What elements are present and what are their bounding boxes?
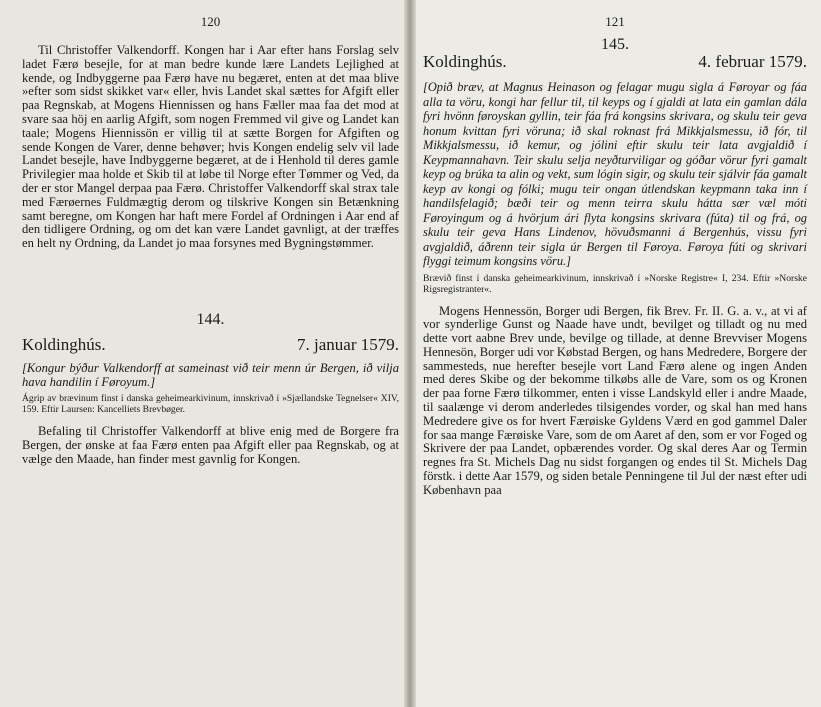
page-number-left: 120 — [200, 14, 221, 29]
doc-number-144: 144. — [196, 310, 225, 328]
page-number-right: 121 — [605, 14, 625, 29]
date-144: 7. januar 1579. — [297, 334, 399, 354]
right-page — [409, 0, 821, 707]
text-145: Mogens Hennessön, Borger udi Bergen, fik Brev. Fr. II. G. a. v., at vi af vor synderlige Gunst og Naade have undt, bevilget og tilladt og nu med dette vort aabne Brev unde, bevilge og tillade, at denne Brevviser Mogens Hennesön, Borger udi vor Købstad Bergen, og hans Medredere, Borgere der sammesteds, nue herefter besejle vort Land Færø alene og ingen Anden med deres Skibe og der bekomme tilkøbs alle de Vare, som os og Kronen der paa forne Færø tilkommer, enten i visse Landskyld eller i andre Maade, til saalænge vi derom anderledes tilsigendes vorder, og skal han med hans Medredere give os for hvert Færøiske Gyldens Værd en god gammel Daler for saa mange Færøiske Vare, som de om Aaret af den, som er vor Foged og Skrivere der paa Landet, opbærendes vorder. Og skal deres Aar og Termin regnes fra St. Michels Dag nu sidst forgangen og endes til St. Michels Dag förstk. i dette Aar 1579, og siden betale Penningene til Jul der næst efter udi København paa — [423, 303, 807, 497]
doc-text-145 — [423, 305, 807, 498]
source-note-145: Brævið finst í danska geheimearkivinum, innskrivað í »Norske Registre« I, 234. Eftir »Norske Rigsregistranter«. — [423, 272, 807, 295]
text-144: Befaling til Christoffer Valkendorff at blive enig med de Borgere fra Bergen, der ønske at faa Færø enten paa Afgift eller paa Regnskab, og at vælge den Maade, han finder mest gavnlig for Kongen. — [22, 423, 399, 466]
place-145: Koldinghús. — [423, 52, 507, 71]
source-note-144: Ágrip av brævinum finst í danska geheimearkivinum, innskrivað í »Sjællandske Tegnelser« XIV, 159. Eftir Laursen: Kancelliets Brevbøger. — [22, 392, 399, 415]
doc-header-144 — [22, 335, 399, 355]
regest-145: [Opið bræv, at Magnus Heinason og felagar mugu sigla á Føroyar og fáa alla ta vöru, kongi har fellur til, til keyps og í gjaldi at lata ein gamlan dála fyri hvönn føroyskan gyllin, teir fáa frá kongsins skrivara, og skulu teir geva honum kvittan fyri vöruna; ið skal roknast frá Mikkjalsmessu, ið fór, til Mikkjalsmessu, ið kemur, og jólini eftir skulu teir lata avgjaldið í Keypmannahavn. Teir skulu selja neyðturviligar og góðar vörur fyri gamalt keyp og brúka ta alin og vekt, sum lógin sigir, og skulu teir sjálvir fáa gamalt keyp av kongi og fólki; mugu teir ongan útlendskan keypmann taka inn í handilsfelagið; bæði teir og menn teirra skulu hátta sær væl móti Føroyingum og á hvörjum ári flyta kongsins skrivara (fúta) til og frá, og skulu teir geva Hans Lindenov, hövuðsmanni á Bergenhús, vissu fyri avgjaldið, áðrenn teir sigla úr Bergen til Føroya. Føroya fúti og skrivari flyggi teimum kongsins vöru.] — [423, 80, 807, 268]
left-continuation-text — [22, 44, 399, 251]
place-144: Koldinghús. — [22, 334, 106, 354]
left-page — [0, 0, 409, 707]
continuation-paragraph: Til Christoffer Valkendorff. Kongen har i Aar efter hans Forslag selv ladet Færø besejle, for at man bedre kunde lære Landets Lejlighed at kende, og Indbyggerne paa Færø have nu begæret, enten at det maa blive »efter som sidst skikket var« eller, hvis Landet skal sættes for Afgift eller paa Regnskab, at Mogens Hiennissen og hans Fæller maa faa det mod at svare saa höj en aarlig Afgift, som nogen Fremmed vil give og Landet kan taale; Mogens Hiennissön er villig til at sætte Borgen for Afgiften og sende Kongen de Varer, denne behøver; hvis Kongen endelig selv vil lade Landet besejle, have Indbyggerne begæret, at de i Henhold til deres gamle Privilegier maa holde et Skib til at løbe til Norge efter Tømmer og Ved, da der er stor Mangel derpaa paa Færø. Christoffer Valkendorff skal strax tale med Færøernes Fuldmægtig derom og tilskrive Kongen sin Betænkning samt beregne, om Kongen har haft mere Fordel af Ordningen i Aar end af den tidligere Ordning, og om det kan være Landet gavnligt, at der træffes en helt ny Ordning, da Landet jo maa forsynes med Bygningstømmer. — [22, 43, 399, 251]
doc-header-145 — [423, 52, 807, 72]
doc-text-144 — [22, 425, 399, 466]
date-145: 4. februar 1579. — [698, 52, 807, 71]
regest-144: [Kongur býður Valkendorff at sameinast við teir menn úr Bergen, ið vilja hava handilin í Føroyum.] — [22, 360, 399, 389]
doc-number-145: 145. — [601, 36, 629, 53]
book-gutter — [404, 0, 416, 707]
